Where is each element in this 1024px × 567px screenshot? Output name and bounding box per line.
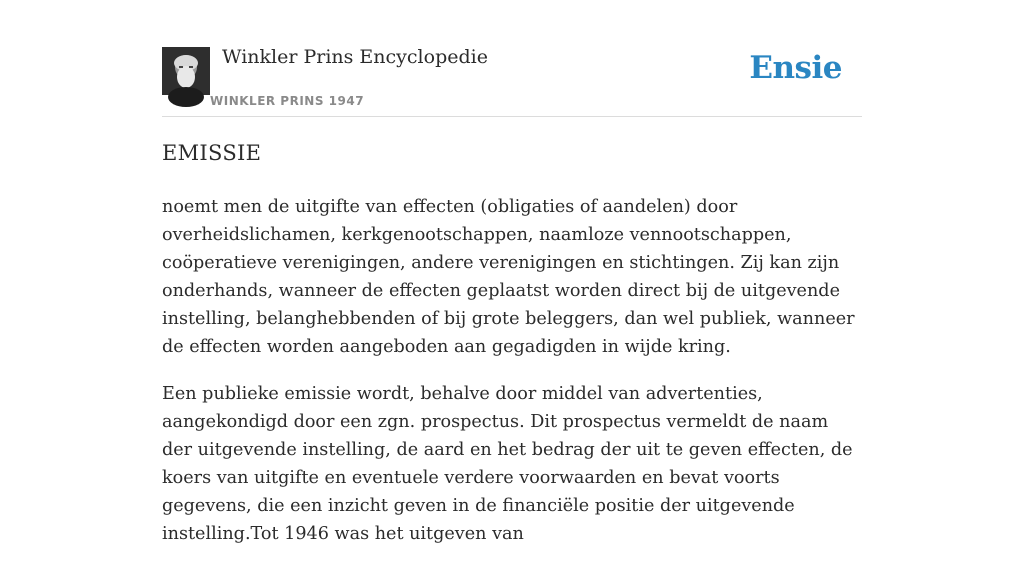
source-avatar[interactable] [162,47,210,95]
source-title[interactable]: Winkler Prins Encyclopedie [222,46,488,68]
entry-paragraph: Een publieke emissie wordt, behalve door middel van advertenties, aangekondigd door een zgn. prospectus. Dit prospectus vermeldt de naam der uitgevende instelling, de aard en het bedrag der uit te geven effecten, de koers van uitgifte en eventuele verdere voorwaarden en bevat voorts gegevens, die een inzicht geven in de financiële positie der uitgevende instelling.Tot 1946 was het uitgeven van [162,384,853,544]
page-container [162,0,862,544]
entry-body [162,193,862,567]
entry-paragraph: noemt men de uitgifte van effecten (obligaties of aandelen) door overheidslichamen, kerkgenootschappen, naamloze vennootschappen, coöperatieve verenigingen, andere verenigingen en stichtingen. Zij kan zijn onderhands, wanneer de effecten geplaatst worden direct bij de uitgevende instelling, belanghebbenden of bij grote beleggers, dan wel publiek, wanneer de effecten worden aangeboden aan gegadigden in wijde kring. [162,197,855,357]
entry-title: EMISSIE [162,141,262,165]
brand-logo[interactable]: Ensie [749,50,842,86]
portrait-icon [162,47,210,95]
source-header [162,0,862,117]
source-subtitle[interactable]: WINKLER PRINS 1947 [210,94,365,108]
